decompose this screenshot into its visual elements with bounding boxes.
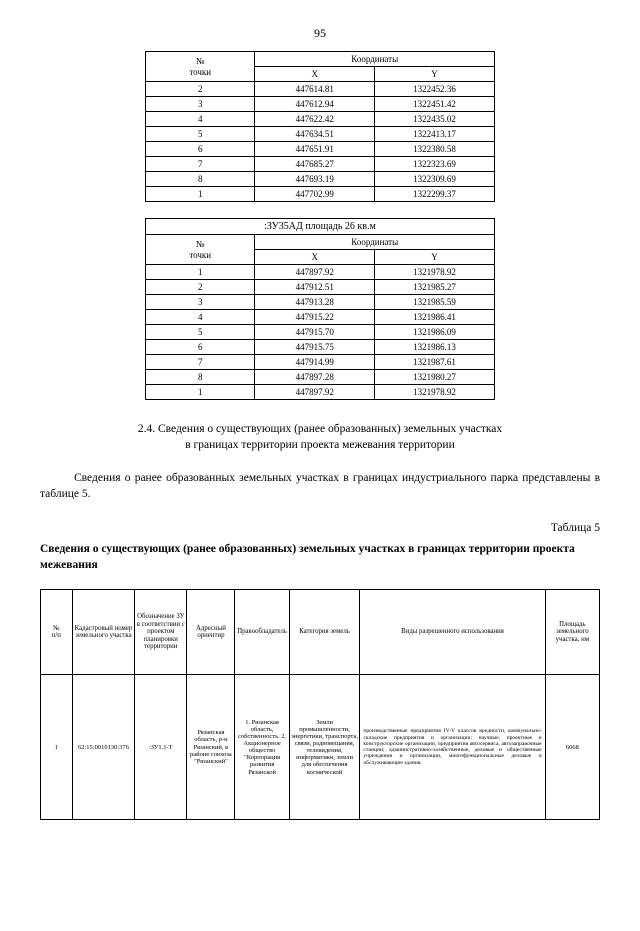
cell-y: 1321986.13 — [375, 340, 495, 355]
table-row — [41, 675, 600, 820]
header-point-number — [146, 235, 255, 265]
cell-x: 447693.19 — [255, 172, 375, 187]
cell-point: 2 — [146, 280, 255, 295]
spacer — [0, 400, 640, 422]
table-header-row — [41, 590, 600, 675]
cell-point: 1 — [146, 265, 255, 280]
header-row-number-line1: № — [53, 624, 60, 632]
cell-y: 1321985.59 — [375, 295, 495, 310]
header-y: Y — [375, 67, 495, 82]
cell-point: 1 — [146, 187, 255, 202]
cell-x: 447897.92 — [255, 385, 375, 400]
table-row — [146, 187, 495, 202]
table-title-row — [146, 219, 495, 235]
table-row — [146, 112, 495, 127]
document-page — [0, 26, 640, 931]
table-title: :ЗУ35АД площадь 26 кв.м — [146, 219, 495, 235]
header-coordinates: Координаты — [255, 235, 495, 250]
cell-point: 8 — [146, 172, 255, 187]
table-row — [146, 157, 495, 172]
table-caption: Сведения о существующих (ранее образованных) земельных участках в границах территории проекта межевания — [40, 543, 575, 571]
header-coordinates: Координаты — [255, 52, 495, 67]
header-owner: Правообладатель — [235, 590, 289, 675]
cell-y: 1322413.17 — [375, 127, 495, 142]
cell-area: 6068 — [545, 675, 599, 820]
header-point-number-line1: № — [195, 239, 205, 250]
cell-x: 447912.51 — [255, 280, 375, 295]
section-heading — [70, 422, 570, 453]
cell-y: 1322299.37 — [375, 187, 495, 202]
cell-y: 1322451.42 — [375, 97, 495, 112]
cell-x: 447614.81 — [255, 82, 375, 97]
cell-x: 447915.70 — [255, 325, 375, 340]
table-row — [146, 325, 495, 340]
table-row — [146, 265, 495, 280]
spacer — [0, 534, 640, 542]
cell-point: 7 — [146, 355, 255, 370]
cell-y: 1322380.58 — [375, 142, 495, 157]
cell-x: 447702.99 — [255, 187, 375, 202]
table-header-row — [146, 52, 495, 67]
header-row-number — [41, 590, 73, 675]
cell-point: 8 — [146, 370, 255, 385]
cell-category: Земли промышленности, энергетики, транспорта, связи, радиовещания, телевидения, информатики, земли для обеспечения космической — [289, 675, 360, 820]
cell-point: 3 — [146, 295, 255, 310]
cell-x: 447651.91 — [255, 142, 375, 157]
coordinates-table-2 — [145, 218, 495, 400]
cell-y: 1321986.09 — [375, 325, 495, 340]
table-label: Таблица 5 — [550, 522, 600, 535]
cell-point: 6 — [146, 340, 255, 355]
section-heading-line1: 2.4. Сведения о существующих (ранее образованных) земельных участках — [137, 423, 503, 435]
page-number: 95 — [314, 26, 326, 40]
cell-y: 1321978.92 — [375, 385, 495, 400]
cell-x: 447897.92 — [255, 265, 375, 280]
table-row — [146, 385, 495, 400]
cell-x: 447897.28 — [255, 370, 375, 385]
cell-x: 447685.27 — [255, 157, 375, 172]
header-address: Адресный ориентир — [187, 590, 235, 675]
header-point-number-line1: № — [195, 56, 205, 67]
cell-point: 3 — [146, 97, 255, 112]
cell-point: 4 — [146, 310, 255, 325]
header-permitted-use: Виды разрешенного использования — [360, 590, 545, 675]
header-y: Y — [375, 250, 495, 265]
cell-point: 5 — [146, 127, 255, 142]
table-row — [146, 340, 495, 355]
cell-designation: :ЗУ1.1-Т — [135, 675, 187, 820]
cell-y: 1321978.92 — [375, 265, 495, 280]
spacer — [0, 202, 640, 218]
table-row — [146, 142, 495, 157]
cell-point: 4 — [146, 112, 255, 127]
header-x: X — [255, 67, 375, 82]
spacer — [0, 573, 640, 589]
cell-point: 5 — [146, 325, 255, 340]
cell-point: 7 — [146, 157, 255, 172]
cell-y: 1321986.41 — [375, 310, 495, 325]
header-designation: Обозначение ЗУ в соответствии с проектом планировки территории — [135, 590, 187, 675]
cell-x: 447622.42 — [255, 112, 375, 127]
header-category: Категория земель — [289, 590, 360, 675]
header-row-number-line2: п/п — [51, 632, 61, 640]
table-row — [146, 295, 495, 310]
cell-x: 447914.99 — [255, 355, 375, 370]
header-point-number — [146, 52, 255, 82]
cell-point: 2 — [146, 82, 255, 97]
section-paragraph: Сведения о ранее образованных земельных участках в границах индустриального парка представлены в таблице 5. — [40, 472, 600, 500]
table-row — [146, 370, 495, 385]
cell-permitted-use: производственные предприятия IV-V классов вредности, коммунально-складские предприятия и организации: научные, проектные и конструкторские организации, предприятия автосервиса, автозаправочные станции; административно-хозяйственные, деловые и общественные учреждения и организации, многофункциональные деловые и обслуживающие здания, — [360, 675, 545, 820]
table-row — [146, 97, 495, 112]
coordinates-table-1 — [145, 51, 495, 202]
spacer — [0, 502, 640, 522]
cell-x: 447634.51 — [255, 127, 375, 142]
table-row — [146, 172, 495, 187]
header-cadastre-number: Кадастровый номер земельного участка — [72, 590, 134, 675]
table-row — [146, 82, 495, 97]
cell-y: 1321987.61 — [375, 355, 495, 370]
table-header-row — [146, 235, 495, 250]
table-row — [146, 355, 495, 370]
table-row — [146, 127, 495, 142]
cell-address: Рязанская область, р-н Рязанский, в районе совхоза "Рязанский" — [187, 675, 235, 820]
cell-x: 447915.22 — [255, 310, 375, 325]
cell-point: 1 — [146, 385, 255, 400]
cell-y: 1321980.27 — [375, 370, 495, 385]
cell-y: 1322309.69 — [375, 172, 495, 187]
cell-x: 447612.94 — [255, 97, 375, 112]
cell-y: 1322452.36 — [375, 82, 495, 97]
table-row — [146, 280, 495, 295]
header-point-number-line2: точки — [189, 249, 212, 260]
cell-owner: 1. Рязанская область, собственность. 2. Акционерное общество "Корпорация развития Рязанской — [235, 675, 289, 820]
land-plots-table — [40, 589, 600, 820]
table-row — [146, 310, 495, 325]
cell-x: 447913.28 — [255, 295, 375, 310]
header-x: X — [255, 250, 375, 265]
header-area: Площадь земельного участка, нм — [545, 590, 599, 675]
cell-x: 447915.75 — [255, 340, 375, 355]
cell-cadastre-number: 62:15:0010130:376 — [72, 675, 134, 820]
header-point-number-line2: точки — [189, 66, 212, 77]
cell-row-number: 1 — [41, 675, 73, 820]
cell-y: 1322323.69 — [375, 157, 495, 172]
cell-y: 1321985.27 — [375, 280, 495, 295]
cell-y: 1322435.02 — [375, 112, 495, 127]
spacer — [0, 453, 640, 471]
cell-point: 6 — [146, 142, 255, 157]
section-heading-line2: в границах территории проекта межевания территории — [185, 438, 455, 451]
